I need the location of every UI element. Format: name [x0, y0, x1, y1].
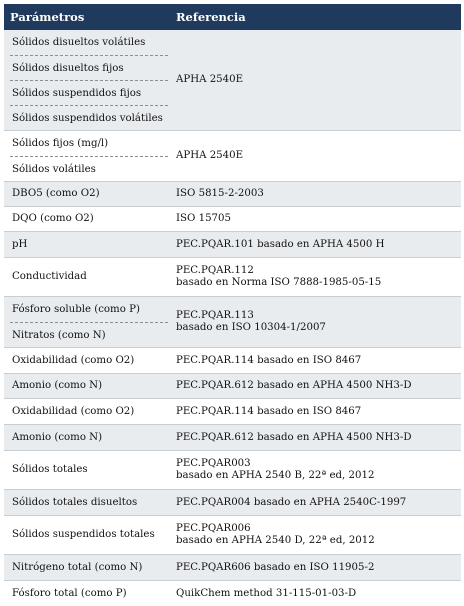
parameter-subrow — [10, 105, 168, 131]
reference-line: PEC.PQAR606 basado en ISO 11905-2 — [176, 562, 375, 573]
reference-line: APHA 2540E — [176, 74, 244, 85]
parameter-cell: Sólidos fijos (mg/l) — [12, 138, 109, 149]
header-parametros: Parámetros — [10, 10, 85, 24]
reference-line: PEC.PQAR006 — [176, 523, 251, 534]
parameter-cell: Sólidos disueltos volátiles — [12, 37, 146, 48]
reference-line: PEC.PQAR.113 — [176, 310, 254, 321]
parameter-subrow — [10, 516, 168, 554]
table-row — [4, 580, 461, 606]
table-row — [4, 347, 461, 373]
reference-cell — [176, 239, 458, 251]
reference-line: PEC.PQAR.114 basado en ISO 8467 — [176, 355, 362, 366]
table-row — [4, 554, 461, 580]
parameter-subrow — [10, 374, 168, 398]
header-referencia: Referencia — [176, 10, 246, 24]
reference-line: PEC.PQAR003 — [176, 458, 251, 469]
parameter-subrow — [10, 80, 168, 106]
parameter-subrow — [10, 425, 168, 450]
parameter-subrow — [10, 131, 168, 156]
reference-cell — [176, 432, 458, 444]
parameter-subrow — [10, 348, 168, 373]
reference-cell — [176, 380, 458, 392]
parameter-cell: Sólidos suspendidos volátiles — [12, 113, 163, 124]
table-row — [4, 130, 461, 181]
table-row — [4, 296, 461, 347]
parameter-cell: Fósforo soluble (como P) — [12, 304, 140, 315]
reference-cell — [176, 523, 458, 547]
reference-cell — [176, 150, 458, 162]
reference-line: PEC.PQAR.612 basado en APHA 4500 NH3-D — [176, 432, 412, 443]
parameter-subrow — [10, 297, 168, 322]
reference-line: basado en ISO 10304-1/2007 — [176, 322, 326, 333]
parameter-cell: DQO (como O2) — [12, 213, 94, 224]
table-header — [4, 4, 461, 30]
parameter-cell: Amonio (como N) — [12, 432, 103, 443]
parameter-cell: pH — [12, 239, 28, 250]
parameter-subrow — [10, 399, 168, 424]
table-body — [4, 30, 461, 606]
parameter-cell: Conductividad — [12, 271, 87, 282]
parameter-cell: Fósforo total (como P) — [12, 588, 127, 599]
reference-cell — [176, 406, 458, 418]
parameter-cell: Sólidos totales — [12, 464, 88, 475]
table-row — [4, 257, 461, 296]
table-row — [4, 206, 461, 231]
table-row — [4, 489, 461, 515]
reference-cell — [176, 355, 458, 367]
table-row — [4, 373, 461, 398]
reference-line: PEC.PQAR.112 — [176, 265, 254, 276]
parameter-subrow — [10, 490, 168, 515]
parameter-cell: Nitratos (como N) — [12, 330, 106, 341]
parameters-table — [4, 4, 461, 606]
reference-line: ISO 5815-2-2003 — [176, 188, 264, 199]
reference-line: PEC.PQAR.612 basado en APHA 4500 NH3-D — [176, 380, 412, 391]
reference-line: basado en Norma ISO 7888-1985-05-15 — [176, 277, 382, 288]
reference-cell — [176, 562, 458, 574]
parameter-subrow — [10, 156, 168, 182]
parameter-cell: Sólidos suspendidos totales — [12, 529, 155, 540]
table-row — [4, 515, 461, 554]
parameter-subrow — [10, 232, 168, 257]
parameter-subrow — [10, 182, 168, 206]
parameter-cell: Sólidos totales disueltos — [12, 497, 138, 508]
reference-cell — [176, 213, 458, 225]
parameter-subrow — [10, 322, 168, 348]
reference-line: ISO 15705 — [176, 213, 232, 224]
parameter-cell: Oxidabilidad (como O2) — [12, 355, 135, 366]
parameter-subrow — [10, 555, 168, 580]
parameter-subrow — [10, 30, 168, 55]
reference-line: PEC.PQAR.114 basado en ISO 8467 — [176, 406, 362, 417]
table-row — [4, 424, 461, 450]
parameter-subrow — [10, 451, 168, 489]
reference-cell — [176, 497, 458, 509]
parameter-subrow — [10, 207, 168, 231]
parameter-cell: Sólidos disueltos fijos — [12, 63, 124, 74]
parameter-subrow — [10, 258, 168, 296]
reference-line: QuikChem method 31-115-01-03-D — [176, 588, 357, 599]
reference-cell — [176, 74, 458, 86]
table-row — [4, 398, 461, 424]
reference-cell — [176, 265, 458, 289]
reference-line: PEC.PQAR004 basado en APHA 2540C-1997 — [176, 497, 407, 508]
table-row — [4, 450, 461, 489]
reference-line: basado en APHA 2540 B, 22ª ed, 2012 — [176, 470, 375, 481]
reference-line: APHA 2540E — [176, 150, 244, 161]
reference-line: basado en APHA 2540 D, 22ª ed, 2012 — [176, 535, 375, 546]
reference-cell — [176, 588, 458, 600]
parameter-cell: DBO5 (como O2) — [12, 188, 100, 199]
parameter-subrow — [10, 55, 168, 81]
reference-line: PEC.PQAR.101 basado en APHA 4500 H — [176, 239, 385, 250]
reference-cell — [176, 310, 458, 334]
parameter-subrow — [10, 581, 168, 606]
parameter-cell: Nitrógeno total (como N) — [12, 562, 143, 573]
reference-cell — [176, 458, 458, 482]
parameter-cell: Oxidabilidad (como O2) — [12, 406, 135, 417]
reference-cell — [176, 188, 458, 200]
parameter-cell: Sólidos suspendidos fijos — [12, 88, 142, 99]
table-row — [4, 231, 461, 257]
parameter-cell: Amonio (como N) — [12, 380, 103, 391]
table-row — [4, 181, 461, 206]
parameter-cell: Sólidos volátiles — [12, 164, 96, 175]
table-row — [4, 30, 461, 130]
